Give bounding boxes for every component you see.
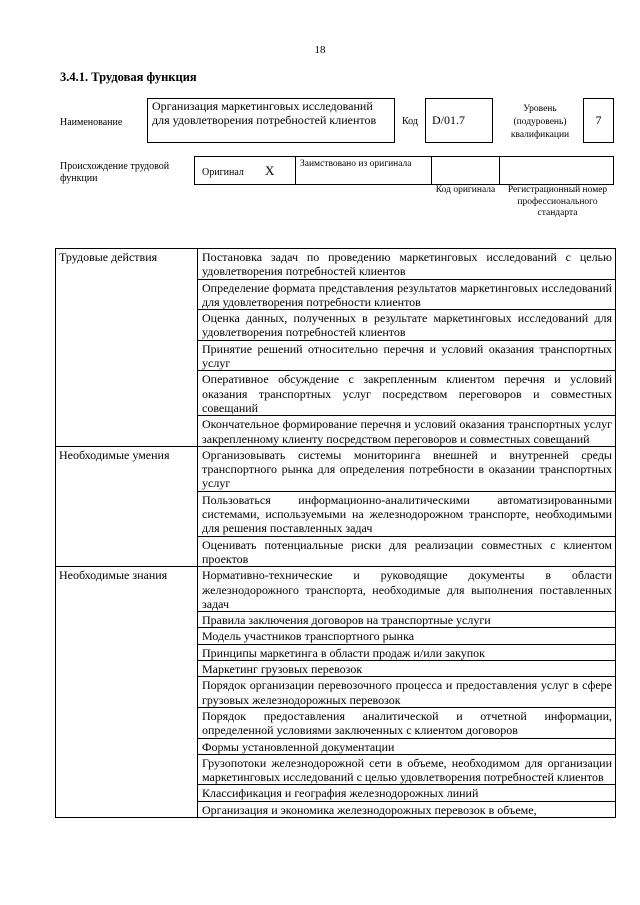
level-label: Уровень (подуровень) квалификации bbox=[510, 104, 570, 140]
description-cell: Грузопотоки железнодорожной сети в объеме, необходимом для организации маркетинговых исследований с целью удовлетворения потребностей клиентов bbox=[198, 754, 616, 785]
labor-function-table bbox=[55, 248, 616, 818]
page-number: 18 bbox=[314, 44, 326, 56]
regnum-caption: Регистрационный номер профессионального стандарта bbox=[507, 185, 608, 218]
section-title: 3.4.1. Трудовая функция bbox=[60, 70, 197, 84]
borrowed-box bbox=[295, 156, 432, 185]
code-box bbox=[425, 98, 493, 143]
description-cell: Правила заключения договоров на транспортные услуги bbox=[198, 612, 616, 628]
labor-function-table-body bbox=[56, 249, 616, 818]
original-mark: X bbox=[265, 163, 275, 178]
table-row bbox=[56, 567, 616, 612]
original-code-box bbox=[431, 156, 500, 185]
description-cell: Оценка данных, полученных в результате маркетинговых исследований для удовлетворения потребностей клиентов bbox=[198, 310, 616, 341]
description-cell: Оценивать потенциальные риски для реализации совместных с клиентом проектов bbox=[198, 536, 616, 567]
original-label: Оригинал bbox=[202, 167, 244, 178]
description-cell: Классификация и география железнодорожных линий bbox=[198, 785, 616, 801]
description-cell: Порядок организации перевозочного процесса и предоставления услуг в сфере грузовых железнодорожных перевозок bbox=[198, 677, 616, 708]
name-label: Наименование bbox=[60, 117, 123, 128]
category-cell: Необходимые умения bbox=[56, 446, 198, 566]
description-cell: Пользоваться информационно-аналитическими автоматизированными системами, используемыми на железнодорожном транспорте, необходимыми для решения поставленных задач bbox=[198, 491, 616, 536]
origin-label: Происхождение трудовой функции bbox=[60, 161, 170, 184]
description-cell: Модель участников транспортного рынка bbox=[198, 628, 616, 644]
description-cell: Маркетинг грузовых перевозок bbox=[198, 661, 616, 677]
description-cell: Организовывать системы мониторинга внешней и внутренней среды транспортного рынка для определения потребности в оказании транспортных услуг bbox=[198, 446, 616, 491]
table-row bbox=[56, 249, 616, 280]
description-cell: Порядок предоставления аналитической и отчетной информации, определенной условиями заключенных с клиентом договоров bbox=[198, 707, 616, 738]
function-name-box bbox=[147, 98, 395, 143]
description-cell: Принципы маркетинга в области продаж и/или закупок bbox=[198, 644, 616, 660]
regnum-box bbox=[499, 156, 614, 185]
description-cell: Нормативно-технические и руководящие документы в области железнодорожного транспорта, необходимые для выполнения поставленных задач bbox=[198, 567, 616, 612]
original-box bbox=[194, 156, 296, 185]
description-cell: Постановка задач по проведению маркетинговых исследований с целью удовлетворения потребностей клиентов bbox=[198, 249, 616, 280]
level-value: 7 bbox=[595, 113, 602, 127]
table-row bbox=[56, 446, 616, 491]
code-value: D/01.7 bbox=[432, 113, 465, 127]
category-cell: Трудовые действия bbox=[56, 249, 198, 447]
description-cell: Окончательное формирование перечня и условий оказания транспортных услуг закрепленному клиенту посредством переговоров и совместных совещаний bbox=[198, 416, 616, 447]
description-cell: Оперативное обсуждение с закрепленным клиентом перечня и условий оказания транспортных услуг посредством переговоров и совместных совещаний bbox=[198, 371, 616, 416]
function-name-value: Организация маркетинговых исследований для удовлетворения потребностей клиентов bbox=[152, 99, 377, 127]
description-cell: Определение формата представления результатов маркетинговых исследований для удовлетворения потребности клиентов bbox=[198, 279, 616, 310]
level-box bbox=[583, 98, 614, 143]
original-code-caption: Код оригинала bbox=[435, 185, 496, 195]
description-cell: Принятие решений относительно перечня и условий оказания транспортных услуг bbox=[198, 340, 616, 371]
category-cell: Необходимые знания bbox=[56, 567, 198, 818]
description-cell: Организация и экономика железнодорожных перевозок в объеме, bbox=[198, 801, 616, 817]
description-cell: Формы установленной документации bbox=[198, 738, 616, 754]
code-label: Код bbox=[402, 116, 418, 127]
borrowed-label: Заимствовано из оригинала bbox=[300, 159, 412, 169]
